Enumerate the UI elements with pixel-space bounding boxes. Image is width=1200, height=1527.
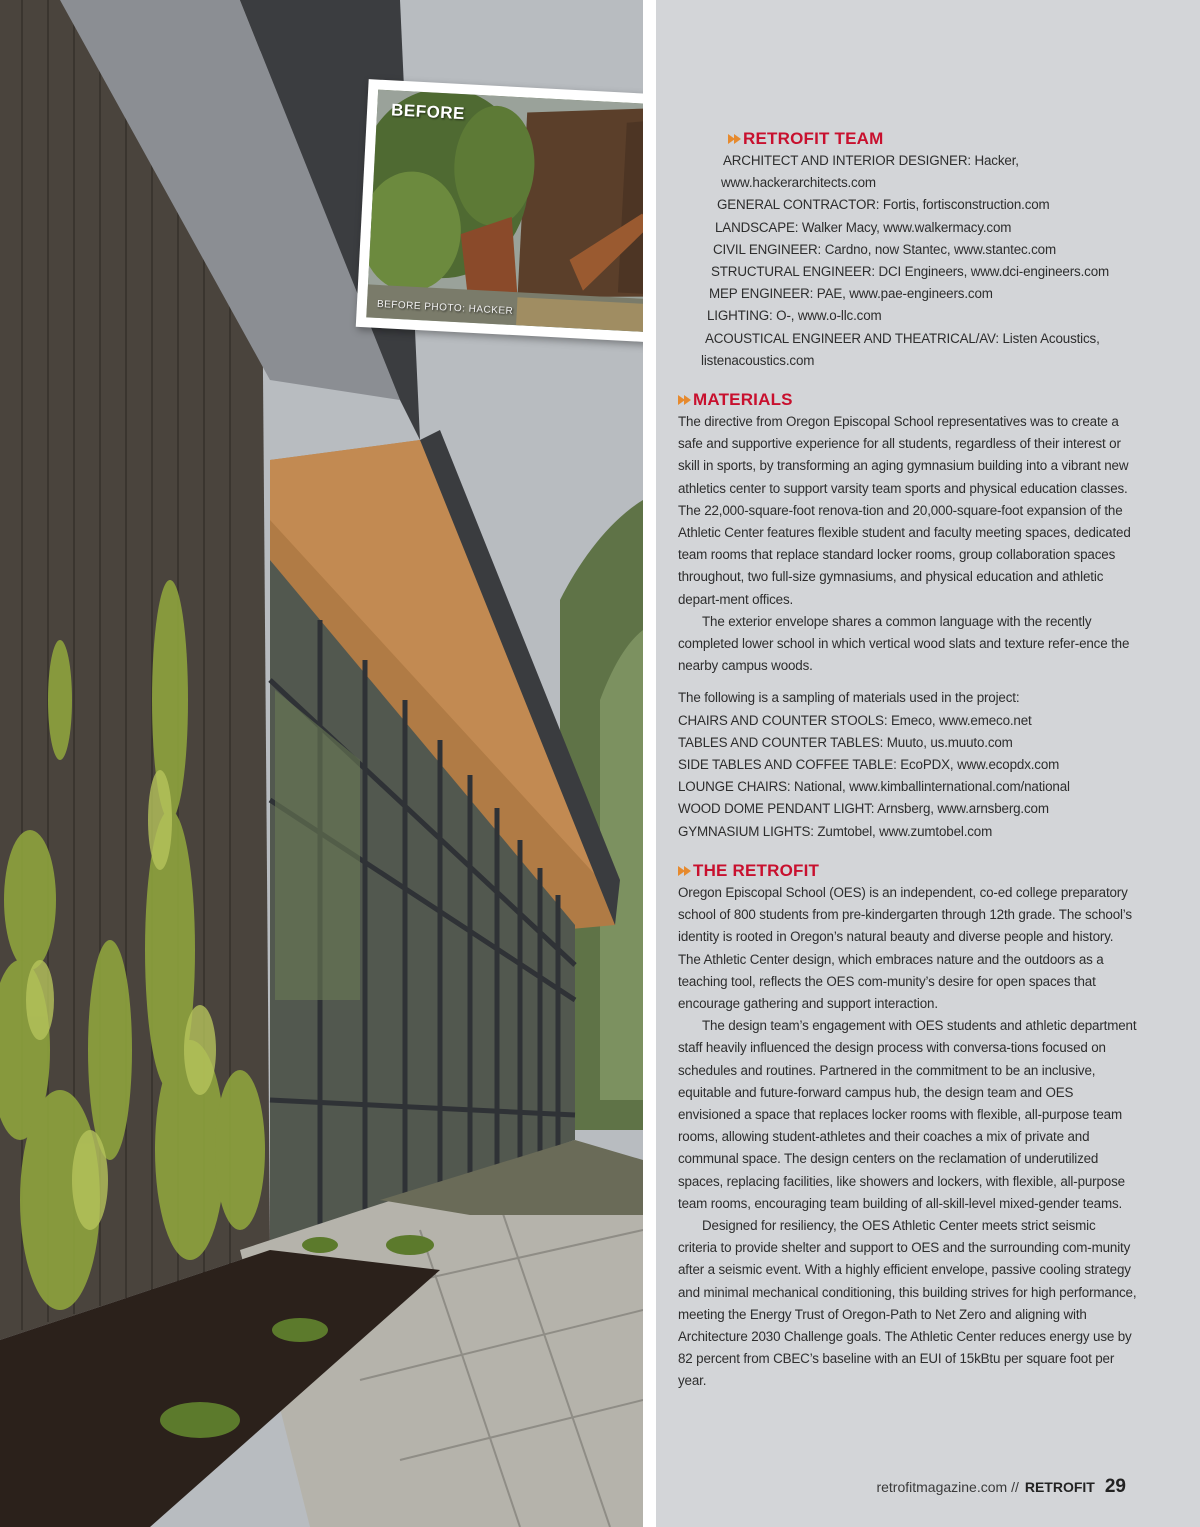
double-arrow-icon xyxy=(728,134,740,144)
double-arrow-icon xyxy=(678,395,690,405)
team-line: LIGHTING: O-, www.o-llc.com xyxy=(707,308,882,324)
page-number: 29 xyxy=(1104,1476,1126,1497)
team-line: CIVIL ENGINEER: Cardno, now Stantec, www.stantec.com xyxy=(713,241,1056,257)
materials-list-item: WOOD DOME PENDANT LIGHT: Arnsberg, www.arnsberg.com xyxy=(678,801,1049,817)
page-gutter xyxy=(643,0,656,1527)
team-line: listenacoustics.com xyxy=(701,352,815,368)
the-retrofit-section xyxy=(678,860,1138,1393)
the-retrofit-heading-text: THE RETROFIT xyxy=(693,860,820,880)
team-line: STRUCTURAL ENGINEER: DCI Engineers, www.dci-engineers.com xyxy=(711,264,1109,280)
footer-site: retrofitmagazine.com // xyxy=(876,1479,1019,1495)
before-label: BEFORE xyxy=(390,100,466,124)
materials-paragraph: The directive from Oregon Episcopal School representatives was to create a safe and supportive experience for all students, regardless of their interest or skill in sports, by transforming an aging gymnasium building into a vibrant new athletics center to support varsity team sports and physical education classes. The 22,000-square-foot renova-tion and 20,000-square-foot expansion of the Athletic Center features flexible student and faculty meeting spaces, dedicated team rooms that replace standard locker rooms, group collaboration spaces throughout, two full-size gymnasiums, and physical education and athletic depart-ment offices. xyxy=(678,414,1131,607)
team-line: ACOUSTICAL ENGINEER AND THEATRICAL/AV: Listen Acoustics, xyxy=(705,330,1100,346)
retrofit-paragraph: Designed for resiliency, the OES Athletic Center meets strict seismic criteria to provide shelter and support to OES and the surrounding com-munity after a seismic event. With a highly efficient envelope, passive cooling strategy and minimal mechanical conditioning, this building strives for high performance, meeting the Energy Trust of Oregon-Path to Net Zero and aligning with Architecture 2030 Challenge goals. The Athletic Center reduces energy use by 82 percent from CBEC’s baseline with an EUI of 15kBtu per square foot per year. xyxy=(678,1217,1137,1389)
footer-magazine-name: RETROFIT xyxy=(1024,1479,1095,1495)
materials-paragraph: The exterior envelope shares a common language with the recently completed lower school in which vertical wood slats and texture refer-ence the nearby campus woods. xyxy=(678,613,1130,674)
before-photo-image xyxy=(366,90,643,335)
materials-list-item: CHAIRS AND COUNTER STOOLS: Emeco, www.emeco.net xyxy=(678,712,1032,728)
retrofit-team-heading xyxy=(728,128,1138,150)
page-footer xyxy=(876,1476,1126,1498)
materials-heading xyxy=(678,389,1138,411)
team-line: ARCHITECT AND INTERIOR DESIGNER: Hacker, xyxy=(723,153,1019,168)
team-line: GENERAL CONTRACTOR: Fortis, fortisconstruction.com xyxy=(717,197,1050,213)
team-line: LANDSCAPE: Walker Macy, www.walkermacy.com xyxy=(715,219,1012,235)
the-retrofit-heading xyxy=(678,860,1138,882)
before-photo-inset xyxy=(356,79,643,345)
materials-list-item: SIDE TABLES AND COFFEE TABLE: EcoPDX, www.ecopdx.com xyxy=(678,757,1060,773)
team-line: www.hackerarchitects.com xyxy=(721,175,876,191)
retrofit-team-heading-text: RETROFIT TEAM xyxy=(743,129,884,148)
photo-credit: BEFORE PHOTO: HACKER xyxy=(376,298,514,318)
materials-section xyxy=(678,389,1138,843)
materials-list-intro: The following is a sampling of materials used in the project: xyxy=(678,690,1020,706)
materials-list-item: GYMNASIUM LIGHTS: Zumtobel, www.zumtobel.com xyxy=(678,823,993,839)
double-arrow-icon xyxy=(678,866,690,876)
retrofit-paragraph: Oregon Episcopal School (OES) is an independent, co-ed college preparatory school of 800 students from pre-kindergarten through 12th grade. The school’s identity is rooted in Oregon’s natural beauty and diverse people and history. The Athletic Center design, which embraces nature and the outdoors as a teaching tool, reflects the OES com-munity’s desire for open spaces that encourage gathering and support interaction. xyxy=(678,884,1132,1011)
retrofit-paragraph: The design team’s engagement with OES students and athletic department staff heavily influenced the design process with conversa-tions focused on schedules and routines. Partnered in the commitment to be an inclusive, equitable and future-forward campus hub, the design team and OES envisioned a space that replaces locker rooms with flexible, all-purpose team rooms, allowing student-athletes and their coaches a mix of private and communal space. The design centers on the reclamation of underutilized spaces, replacing facilities, like showers and lockers, with flexible, all-purpose team rooms, encouraging team building of all-skill-level mixed-gender teams. xyxy=(678,1018,1137,1211)
materials-list-item: TABLES AND COUNTER TABLES: Muuto, us.muuto.com xyxy=(678,734,1013,750)
team-line: MEP ENGINEER: PAE, www.pae-engineers.com xyxy=(709,286,993,302)
materials-heading-text: MATERIALS xyxy=(693,390,793,410)
retrofit-team-section xyxy=(701,128,1138,372)
article-column xyxy=(656,0,1200,1527)
before-photo-illustration xyxy=(366,90,643,335)
article-content xyxy=(678,128,1138,1393)
materials-list-item: LOUNGE CHAIRS: National, www.kimballinternational.com/national xyxy=(678,779,1070,795)
